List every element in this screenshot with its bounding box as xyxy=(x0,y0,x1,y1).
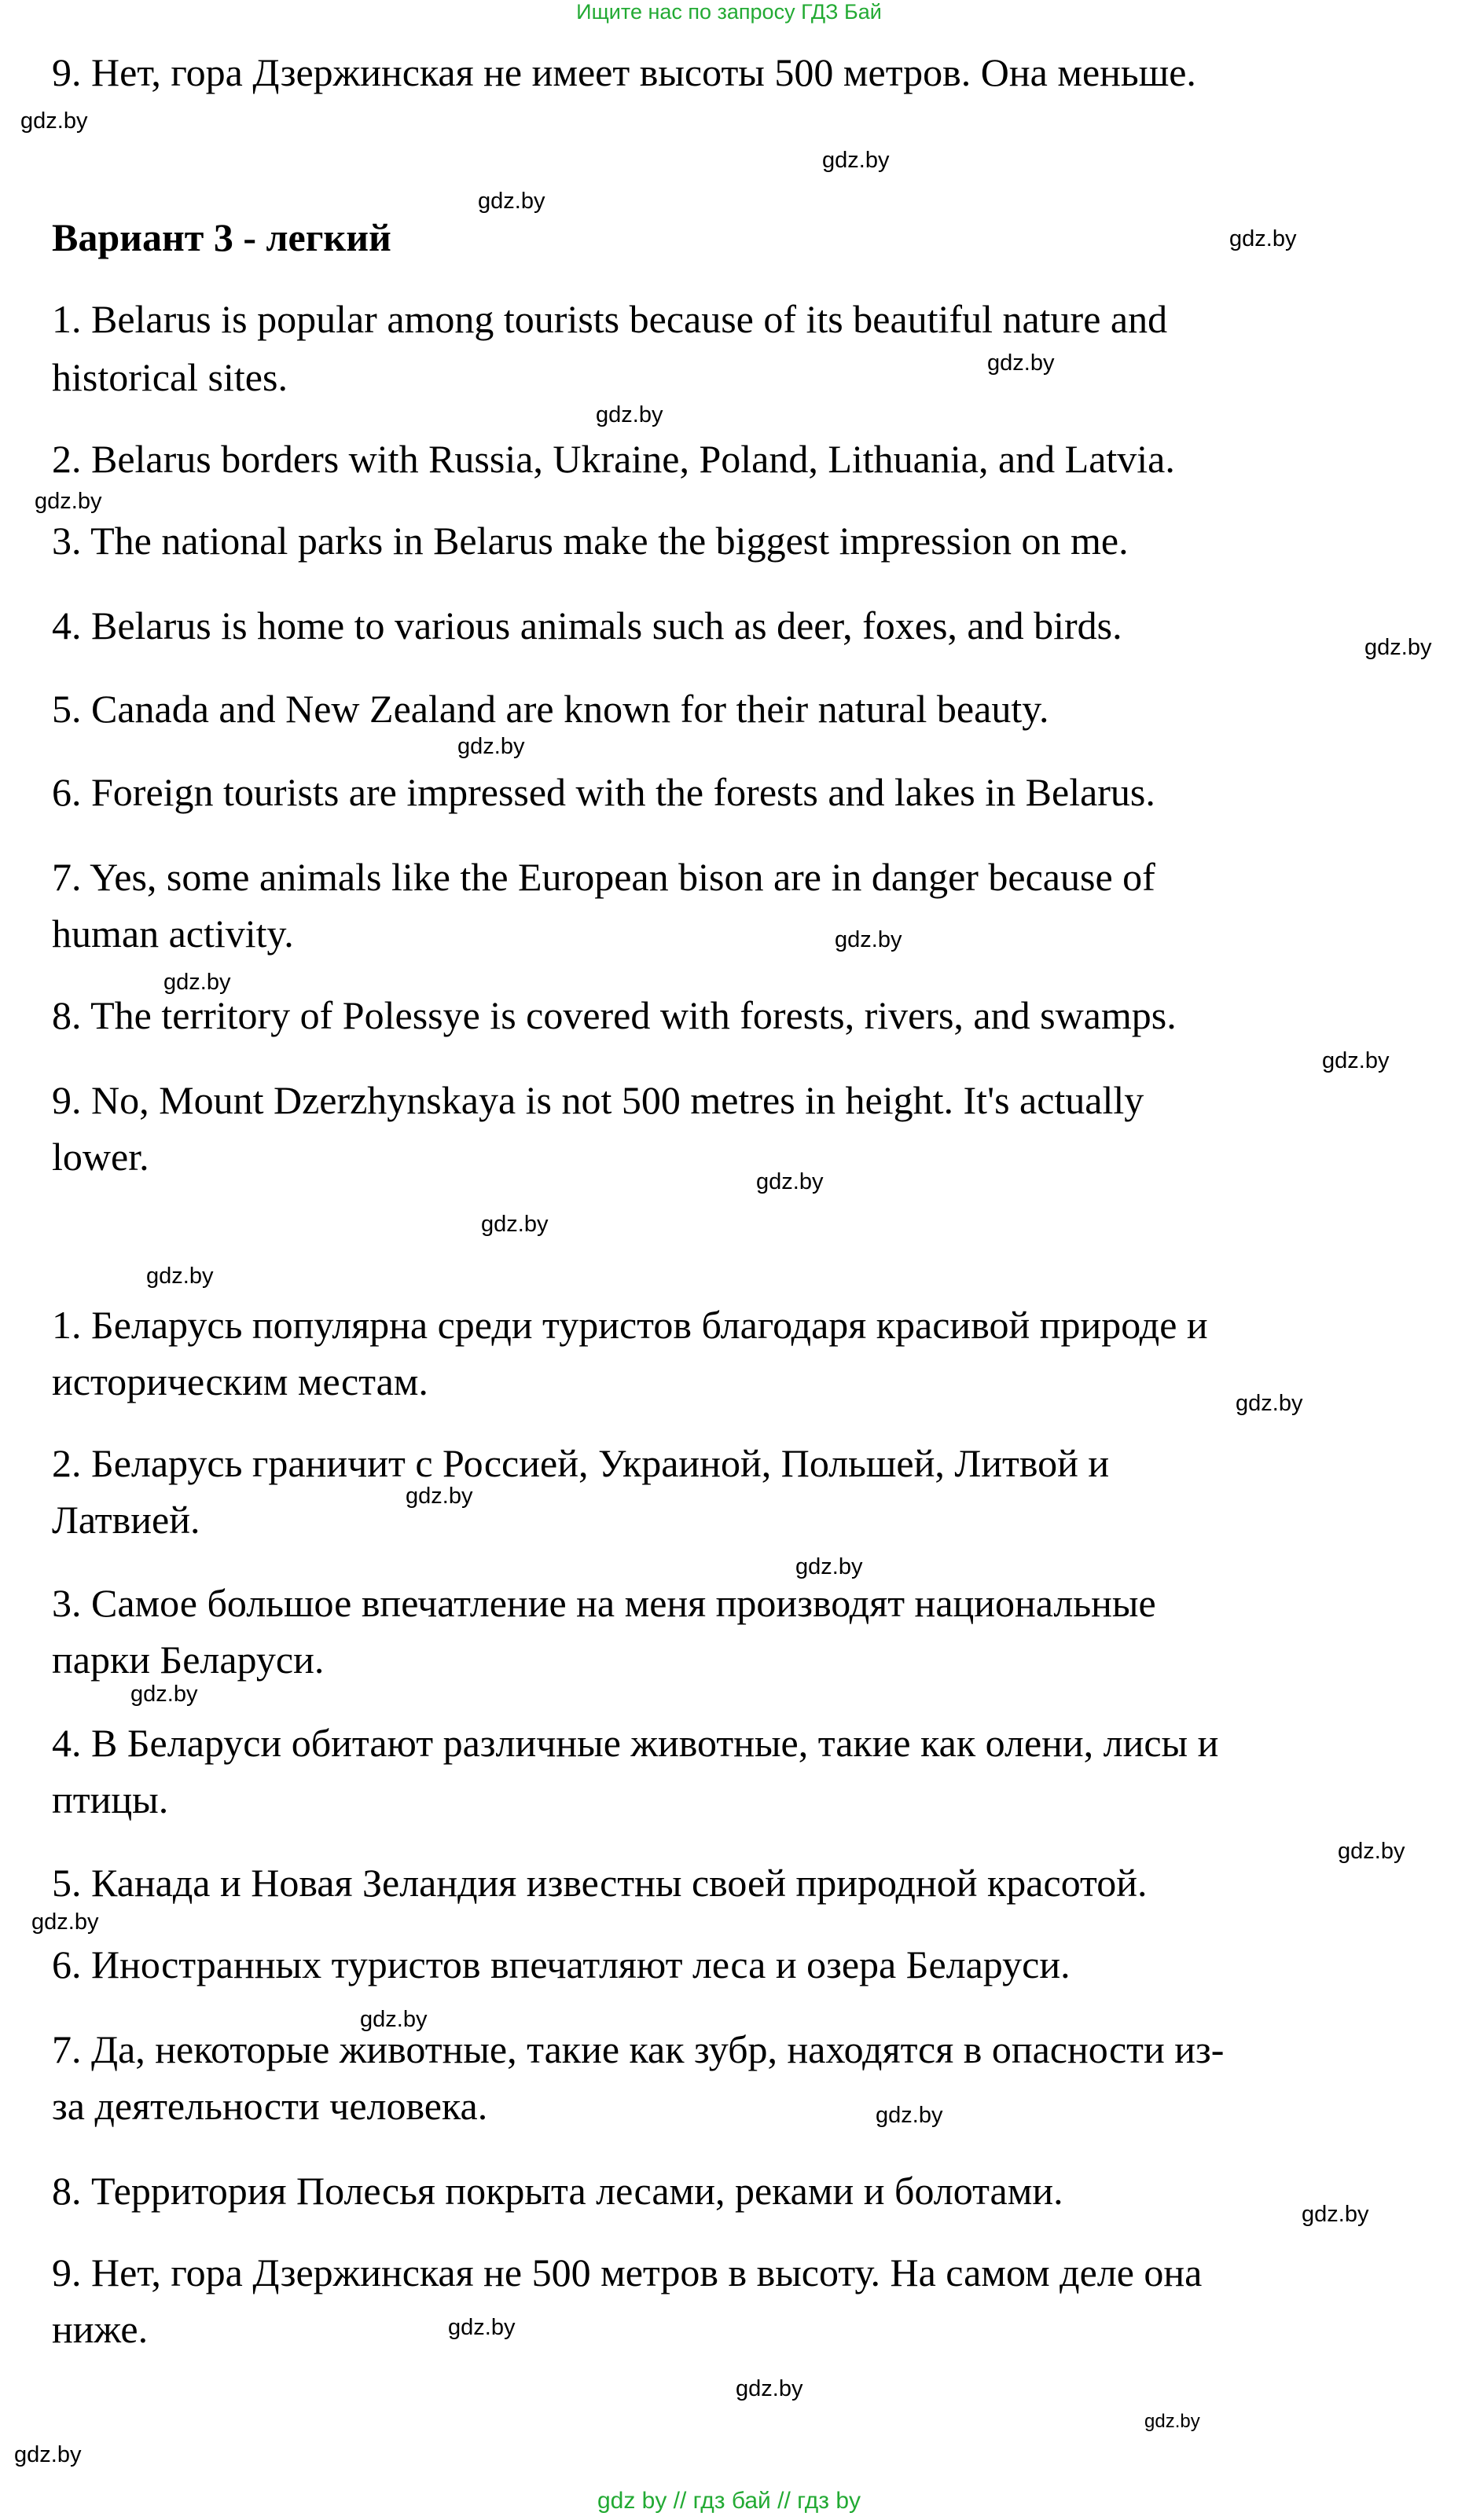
answer-line: историческим местам. xyxy=(52,1359,428,1403)
watermark: gdz.by xyxy=(14,2442,82,2467)
watermark: gdz.by xyxy=(146,1264,214,1289)
answer-line: 7. Yes, some animals like the European bison are in danger because of xyxy=(52,855,1155,899)
answer-line: human activity. xyxy=(52,912,294,956)
top-banner: Ищите нас по запросу ГДЗ Бай xyxy=(576,0,882,24)
watermark: gdz.by xyxy=(1322,1048,1390,1073)
watermark: gdz.by xyxy=(596,402,663,427)
watermark: gdz.by xyxy=(822,148,890,173)
watermark: gdz.by xyxy=(457,734,525,759)
watermark: gdz.by xyxy=(1302,2202,1369,2227)
answer-line: 3. The national parks in Belarus make the biggest impression on me. xyxy=(52,519,1129,563)
answer-line: 1. Беларусь популярна среди туристов благодаря красивой природе и xyxy=(52,1303,1208,1347)
answer-line: ниже. xyxy=(52,2307,149,2351)
answer-line: 8. The territory of Polessye is covered with forests, rivers, and swamps. xyxy=(52,993,1177,1037)
watermark: gdz.by xyxy=(736,2376,803,2401)
watermark: gdz.by xyxy=(1364,635,1432,660)
answer-line: 6. Иностранных туристов впечатляют леса и озера Беларуси. xyxy=(52,1942,1071,1986)
bottom-banner: gdz by // гдз бай // гдз by xyxy=(597,2488,861,2514)
watermark: gdz.by xyxy=(481,1212,549,1237)
answer-line: 2. Belarus borders with Russia, Ukraine, Poland, Lithuania, and Latvia. xyxy=(52,437,1175,481)
answer-line: 5. Канада и Новая Зеландия известны своей природной красотой. xyxy=(52,1861,1148,1905)
watermark: gdz.by xyxy=(795,1554,863,1579)
watermark: gdz.by xyxy=(987,350,1055,376)
watermark: gdz.by xyxy=(1236,1391,1303,1416)
answer-line: 9. Нет, гора Дзержинская не 500 метров в высоту. На самом деле она xyxy=(52,2250,1203,2294)
watermark: gdz.by xyxy=(478,189,545,214)
answer-line: 4. Belarus is home to various animals such as deer, foxes, and birds. xyxy=(52,603,1122,647)
watermark: gdz.by xyxy=(130,1682,198,1707)
watermark: gdz.by xyxy=(406,1484,473,1509)
answer-line: 8. Территория Полесья покрыта лесами, реками и болотами. xyxy=(52,2169,1063,2213)
watermark: gdz.by xyxy=(1229,226,1297,251)
section-heading: Вариант 3 - легкий xyxy=(52,215,391,259)
watermark: gdz.by xyxy=(20,108,88,134)
answer-line: 9. Нет, гора Дзержинская не имеет высоты 500 метров. Она меньше. xyxy=(52,50,1196,94)
answer-line: 7. Да, некоторые животные, такие как зубр, находятся в опасности из- xyxy=(52,2027,1225,2071)
answer-line: 9. No, Mount Dzerzhynskaya is not 500 metres in height. It's actually xyxy=(52,1078,1144,1122)
answer-line: historical sites. xyxy=(52,355,288,399)
answer-line: 2. Беларусь граничит с Россией, Украиной, Польшей, Литвой и xyxy=(52,1441,1110,1485)
answer-line: Латвией. xyxy=(52,1498,200,1542)
answer-line: 6. Foreign tourists are impressed with the forests and lakes in Belarus. xyxy=(52,770,1155,814)
answer-line: 1. Belarus is popular among tourists because of its beautiful nature and xyxy=(52,297,1168,341)
watermark: gdz.by xyxy=(1338,1839,1405,1864)
watermark: gdz.by xyxy=(448,2315,516,2340)
watermark: gdz.by xyxy=(876,2103,943,2128)
watermark: gdz.by xyxy=(756,1169,824,1194)
watermark: gdz.by xyxy=(835,927,902,952)
answer-line: 5. Canada and New Zealand are known for their natural beauty. xyxy=(52,687,1049,731)
watermark: gdz.by xyxy=(360,2007,428,2032)
watermark: gdz.by xyxy=(31,1909,99,1935)
answer-line: парки Беларуси. xyxy=(52,1638,325,1682)
watermark: gdz.by xyxy=(1144,2411,1200,2432)
answer-line: 4. В Беларуси обитают различные животные, такие как олени, лисы и xyxy=(52,1721,1219,1765)
answer-line: птицы. xyxy=(52,1777,169,1821)
watermark: gdz.by xyxy=(163,970,231,995)
answer-line: lower. xyxy=(52,1135,149,1179)
answer-line: 3. Самое большое впечатление на меня производят национальные xyxy=(52,1581,1156,1625)
answer-line: за деятельности человека. xyxy=(52,2084,488,2128)
watermark: gdz.by xyxy=(35,489,102,514)
